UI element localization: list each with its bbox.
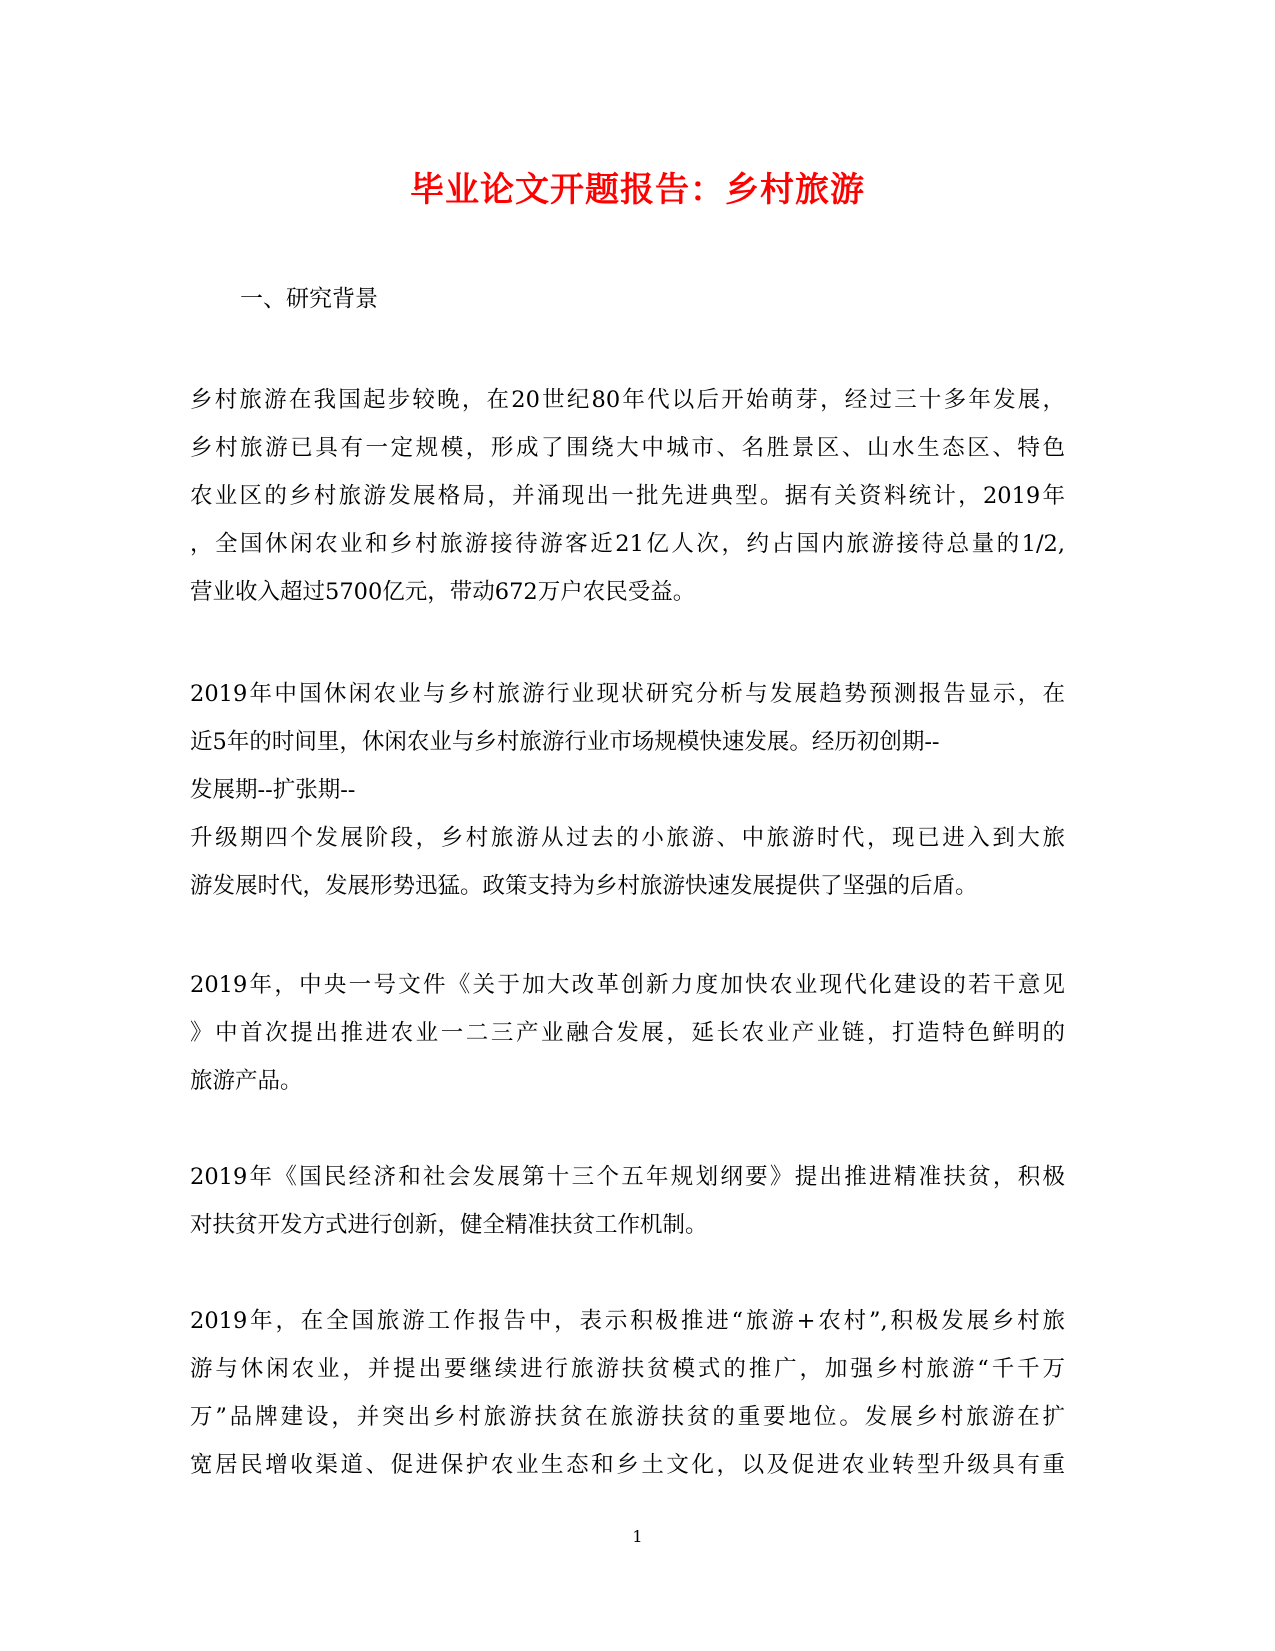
paragraph-background-intro bbox=[190, 376, 1065, 616]
paragraph-line: 乡村旅游在我国起步较晚，在20世纪80年代以后开始萌芽，经过三十多年发展， bbox=[190, 387, 1065, 413]
paragraph-line: 2019年《国民经济和社会发展第十三个五年规划纲要》提出推进精准扶贫，积极 bbox=[190, 1164, 1065, 1190]
paragraph-line: 2019年，在全国旅游工作报告中，表示积极推进“旅游+农村”,积极发展乡村旅 bbox=[190, 1308, 1065, 1334]
section-heading: 一、研究背景 bbox=[240, 286, 378, 312]
paragraph-line: 宽居民增收渠道、促进保护农业生态和乡土文化，以及促进农业转型升级具有重 bbox=[190, 1452, 1065, 1478]
document-title: 毕业论文开题报告：乡村旅游 bbox=[410, 170, 865, 210]
paragraph-line: 2019年中国休闲农业与乡村旅游行业现状研究分析与发展趋势预测报告显示，在 bbox=[190, 681, 1065, 707]
paragraph-central-document bbox=[190, 961, 1065, 1105]
paragraph-line: 乡村旅游已具有一定规模，形成了围绕大中城市、名胜景区、山水生态区、特色 bbox=[190, 435, 1065, 461]
paragraph-line: ，全国休闲农业和乡村旅游接待游客近21亿人次，约占国内旅游接待总量的1/2, bbox=[190, 531, 1065, 557]
paragraph-line: 游与休闲农业，并提出要继续进行旅游扶贫模式的推广，加强乡村旅游“千千万 bbox=[190, 1356, 1065, 1382]
paragraph-line: 营业收入超过5700亿元，带动672万户农民受益。 bbox=[190, 579, 696, 605]
paragraph-line: 万”品牌建设，并突出乡村旅游扶贫在旅游扶贫的重要地位。发展乡村旅游在扩 bbox=[190, 1404, 1065, 1430]
paragraph-line: 对扶贫开发方式进行创新，健全精准扶贫工作机制。 bbox=[190, 1212, 708, 1238]
paragraph-line: 发展期--扩张期-- bbox=[190, 777, 356, 803]
paragraph-five-year-plan bbox=[190, 1153, 1065, 1249]
paragraph-line: 近5年的时间里，休闲农业与乡村旅游行业市场规模快速发展。经历初创期-- bbox=[190, 729, 940, 755]
paragraph-line: 》中首次提出推进农业一二三产业融合发展，延长农业产业链，打造特色鲜明的 bbox=[190, 1020, 1065, 1046]
paragraph-line: 2019年，中央一号文件《关于加大改革创新力度加快农业现代化建设的若干意见 bbox=[190, 972, 1065, 998]
paragraph-line: 游发展时代，发展形势迅猛。政策支持为乡村旅游快速发展提供了坚强的后盾。 bbox=[190, 873, 978, 899]
paragraph-line: 升级期四个发展阶段，乡村旅游从过去的小旅游、中旅游时代，现已进入到大旅 bbox=[190, 825, 1065, 851]
paragraph-industry-report bbox=[190, 670, 1065, 910]
paragraph-line: 农业区的乡村旅游发展格局，并涌现出一批先进典型。据有关资料统计，2019年 bbox=[190, 483, 1065, 509]
page-number: 1 bbox=[632, 1527, 643, 1546]
paragraph-tourism-work-report bbox=[190, 1297, 1065, 1489]
paragraph-line: 旅游产品。 bbox=[190, 1068, 303, 1094]
